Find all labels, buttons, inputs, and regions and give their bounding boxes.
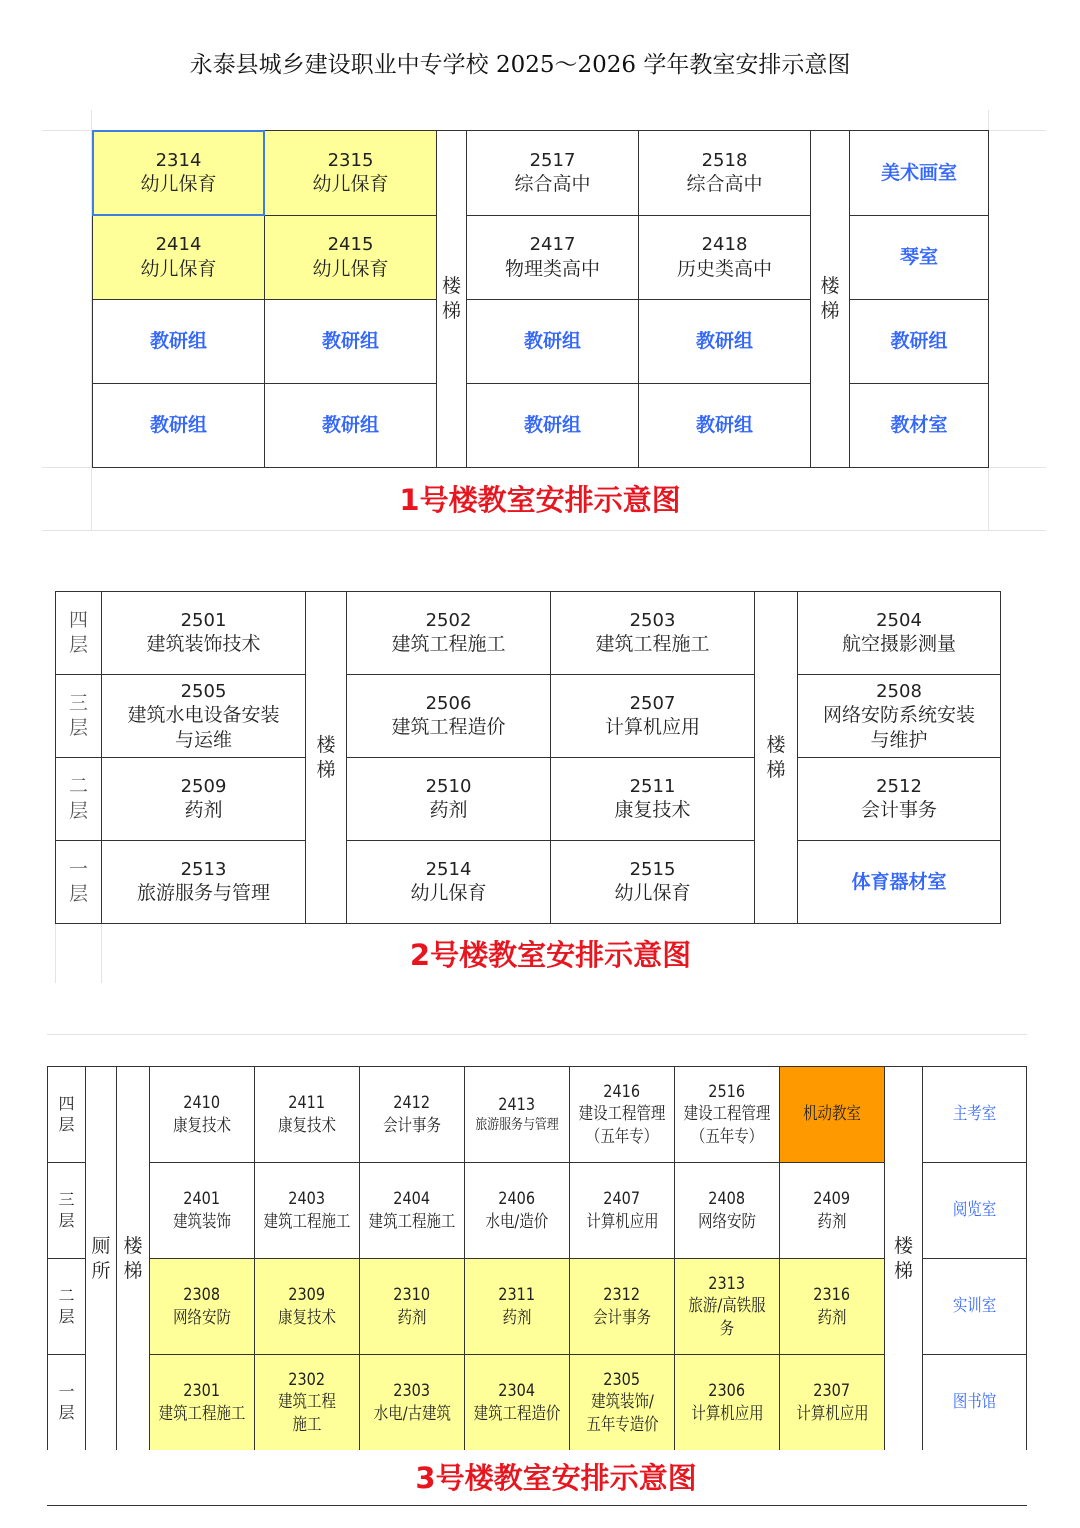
- room-name: 幼儿保育: [614, 882, 691, 905]
- room-name: 网络安防: [698, 1211, 756, 1232]
- building2-title: 2号楼教室安排示意图: [409, 938, 692, 972]
- classroom-cell[interactable]: [797, 840, 1001, 924]
- stairs: [754, 591, 798, 924]
- floor-label-text: 三层: [58, 1189, 75, 1230]
- floor-label: [47, 1258, 86, 1355]
- room-name: 教研组: [695, 414, 753, 437]
- classroom-cell[interactable]: [569, 1354, 675, 1451]
- room-name: 旅游/高铁服务: [688, 1296, 766, 1339]
- building3-title: 3号楼教室安排示意图: [415, 1461, 697, 1495]
- room-name: 航空摄影测量: [841, 633, 956, 656]
- room-number: 2310: [393, 1285, 431, 1306]
- room-name: 网络安防: [173, 1307, 231, 1328]
- room-number: 2313: [708, 1274, 746, 1295]
- room-name: 建筑工程施工: [595, 633, 710, 656]
- room-name: 教研组: [523, 414, 581, 437]
- room-name: 综合高中: [686, 173, 763, 196]
- room-name: 计算机应用: [690, 1403, 764, 1424]
- classroom-cell[interactable]: [569, 1066, 675, 1163]
- stairs-label: 楼梯: [766, 733, 786, 781]
- room-name: 计算机应用: [585, 1211, 659, 1232]
- room-name: 建筑工程施工: [368, 1211, 456, 1232]
- classroom-cell[interactable]: [264, 299, 437, 384]
- room-name: 实训室: [952, 1296, 997, 1317]
- classroom-cell[interactable]: [254, 1162, 360, 1259]
- room-name: 教研组: [321, 414, 379, 437]
- classroom-cell[interactable]: [797, 757, 1001, 841]
- room-number: 2514: [425, 858, 472, 880]
- room-name: 幼儿保育: [140, 173, 217, 196]
- classroom-cell[interactable]: [101, 591, 306, 675]
- room-name: 建筑水电设备安装 与运维: [127, 704, 280, 751]
- classroom-cell[interactable]: [101, 840, 306, 924]
- classroom-cell[interactable]: [254, 1258, 360, 1355]
- room-name: 建筑工程造价: [391, 716, 506, 739]
- classroom-cell[interactable]: [550, 840, 755, 924]
- classroom-cell[interactable]: [849, 299, 989, 384]
- room-number: 2309: [288, 1285, 326, 1306]
- floor-label-text: 四层: [69, 609, 89, 656]
- room-number: 2409: [813, 1189, 851, 1210]
- classroom-cell[interactable]: [464, 1162, 570, 1259]
- room-number: 2407: [603, 1189, 641, 1210]
- classroom-cell[interactable]: [359, 1066, 465, 1163]
- toilet-label: 厕所: [91, 1234, 111, 1282]
- room-name: 教研组: [149, 330, 207, 353]
- room-name: 药剂: [502, 1307, 532, 1328]
- room-number: 2406: [498, 1189, 536, 1210]
- stairs: [436, 130, 467, 468]
- classroom-cell[interactable]: [264, 215, 437, 300]
- classroom-cell[interactable]: [674, 1066, 780, 1163]
- room-name: 药剂: [184, 799, 223, 822]
- room-name: 教研组: [890, 330, 948, 353]
- classroom-cell[interactable]: [550, 674, 755, 758]
- room-number: 2517: [529, 149, 576, 171]
- room-name: 图书馆: [952, 1392, 997, 1413]
- room-name: 教材室: [890, 414, 948, 437]
- room-name: 康复技术: [614, 799, 691, 822]
- room-name: 网络安防系统安装 与维护: [822, 704, 975, 751]
- stairs: [116, 1066, 150, 1451]
- floor-label: [55, 840, 102, 924]
- classroom-cell[interactable]: [569, 1162, 675, 1259]
- room-name: 康复技术: [278, 1307, 336, 1328]
- toilet: [85, 1066, 117, 1451]
- classroom-cell[interactable]: [359, 1258, 465, 1355]
- room-number: 2516: [708, 1082, 746, 1103]
- classroom-cell[interactable]: [149, 1354, 255, 1451]
- classroom-cell[interactable]: [638, 215, 811, 300]
- room-number: 2301: [183, 1381, 221, 1402]
- room-name: 水电/造价: [485, 1211, 549, 1232]
- classroom-cell[interactable]: [466, 130, 639, 216]
- classroom-cell[interactable]: [346, 591, 551, 675]
- room-number: 2311: [498, 1285, 536, 1306]
- room-number: 2408: [708, 1189, 746, 1210]
- classroom-cell[interactable]: [849, 215, 989, 300]
- room-name: 建筑工程施工: [158, 1403, 246, 1424]
- special-room-cell[interactable]: [922, 1162, 1027, 1259]
- special-room-cell[interactable]: [922, 1258, 1027, 1355]
- classroom-cell[interactable]: [464, 1354, 570, 1451]
- room-name: 建筑工程造价: [473, 1403, 561, 1424]
- room-name: 药剂: [817, 1307, 847, 1328]
- classroom-cell[interactable]: [101, 674, 306, 758]
- classroom-cell[interactable]: [346, 840, 551, 924]
- classroom-cell[interactable]: [638, 383, 811, 468]
- classroom-cell[interactable]: [254, 1066, 360, 1163]
- classroom-cell[interactable]: [464, 1066, 570, 1163]
- room-number: 2302: [288, 1370, 326, 1391]
- classroom-cell[interactable]: [466, 215, 639, 300]
- classroom-cell[interactable]: [149, 1258, 255, 1355]
- floor-label: [47, 1162, 86, 1259]
- page-title: 永泰县城乡建设职业中专学校 2025～2026 学年教室安排示意图: [189, 52, 851, 78]
- room-name: 水电/古建筑: [373, 1403, 451, 1424]
- room-name: 教研组: [149, 414, 207, 437]
- classroom-cell[interactable]: [92, 130, 265, 216]
- gridline: [47, 1034, 1027, 1035]
- room-number: 2303: [393, 1381, 431, 1402]
- room-name: 会计事务: [383, 1115, 441, 1136]
- classroom-cell[interactable]: [779, 1258, 885, 1355]
- classroom-cell[interactable]: [101, 757, 306, 841]
- classroom-cell[interactable]: [674, 1162, 780, 1259]
- room-number: 2511: [629, 775, 676, 797]
- room-name: 琴室: [899, 246, 938, 269]
- gridline: [42, 530, 1046, 531]
- room-name: 药剂: [817, 1211, 847, 1232]
- classroom-cell[interactable]: [779, 1354, 885, 1451]
- classroom-cell[interactable]: [550, 757, 755, 841]
- room-name: 建设工程管理 （五年专）: [683, 1104, 771, 1147]
- room-name: 教研组: [321, 330, 379, 353]
- room-name: 阅览室: [952, 1200, 997, 1221]
- room-name: 旅游服务与管理: [136, 882, 270, 905]
- classroom-cell[interactable]: [92, 383, 265, 468]
- room-name: 幼儿保育: [312, 257, 389, 280]
- classroom-cell[interactable]: [254, 1354, 360, 1451]
- classroom-cell[interactable]: [779, 1066, 885, 1163]
- room-number: 2307: [813, 1381, 851, 1402]
- room-name: 建筑工程 施工: [278, 1392, 336, 1435]
- classroom-cell[interactable]: [359, 1354, 465, 1451]
- room-number: 2413: [498, 1095, 536, 1116]
- room-number: 2410: [183, 1093, 221, 1114]
- room-number: 2304: [498, 1381, 536, 1402]
- room-name: 主考室: [952, 1104, 997, 1125]
- stairs-label: 楼梯: [123, 1234, 143, 1282]
- room-number: 2505: [180, 680, 227, 702]
- room-name: 药剂: [429, 799, 468, 822]
- room-number: 2509: [180, 775, 227, 797]
- room-name: 美术画室: [880, 161, 957, 184]
- room-name: 建筑工程施工: [391, 633, 506, 656]
- building1-title: 1号楼教室安排示意图: [399, 483, 681, 517]
- classroom-cell[interactable]: [550, 591, 755, 675]
- room-number: 2415: [327, 234, 374, 256]
- classroom-cell[interactable]: [797, 674, 1001, 758]
- classroom-cell[interactable]: [466, 383, 639, 468]
- room-number: 2404: [393, 1189, 431, 1210]
- classroom-cell[interactable]: [149, 1066, 255, 1163]
- classroom-cell[interactable]: [92, 215, 265, 300]
- floor-label-text: 二层: [69, 775, 89, 822]
- room-number: 2417: [529, 234, 576, 256]
- room-number: 2416: [603, 1082, 641, 1103]
- room-number: 2411: [288, 1093, 326, 1114]
- room-number: 2414: [155, 234, 202, 256]
- room-name: 计算机应用: [795, 1403, 869, 1424]
- floor-label: [55, 674, 102, 758]
- room-name: 建筑装饰: [173, 1211, 231, 1232]
- floor-label: [47, 1354, 86, 1451]
- room-number: 2306: [708, 1381, 746, 1402]
- classroom-cell[interactable]: [797, 591, 1001, 675]
- room-name: 旅游服务与管理: [475, 1117, 559, 1134]
- room-name: 历史类高中: [676, 257, 772, 280]
- room-name: 体育器材室: [851, 870, 947, 893]
- classroom-cell[interactable]: [264, 383, 437, 468]
- classroom-cell[interactable]: [466, 299, 639, 384]
- room-name: 会计事务: [860, 799, 937, 822]
- stairs-label: 楼梯: [820, 275, 840, 322]
- room-number: 2315: [327, 149, 374, 171]
- room-name: 建设工程管理 （五年专）: [578, 1104, 666, 1147]
- room-name: 会计事务: [593, 1307, 651, 1328]
- room-number: 2401: [183, 1189, 221, 1210]
- classroom-cell[interactable]: [638, 299, 811, 384]
- room-number: 2305: [603, 1370, 641, 1391]
- floor-label-text: 三层: [69, 692, 89, 739]
- classroom-cell[interactable]: [92, 299, 265, 384]
- gridline: [55, 923, 56, 983]
- room-number: 2501: [180, 609, 227, 631]
- floor-label-text: 四层: [58, 1093, 75, 1134]
- room-name: 物理类高中: [504, 257, 600, 280]
- room-number: 2508: [876, 680, 922, 702]
- special-room-cell[interactable]: [922, 1354, 1027, 1451]
- room-number: 2503: [629, 609, 676, 631]
- special-room-cell[interactable]: [922, 1066, 1027, 1163]
- stairs-label: 楼梯: [442, 275, 462, 322]
- room-number: 2312: [603, 1285, 641, 1306]
- room-name: 综合高中: [514, 173, 591, 196]
- floor-label: [47, 1066, 86, 1163]
- stairs: [305, 591, 347, 924]
- classroom-cell[interactable]: [638, 130, 811, 216]
- classroom-cell[interactable]: [849, 130, 989, 216]
- room-number: 2502: [425, 609, 472, 631]
- room-name: 幼儿保育: [312, 173, 389, 196]
- classroom-cell[interactable]: [569, 1258, 675, 1355]
- classroom-cell[interactable]: [779, 1162, 885, 1259]
- room-number: 2403: [288, 1189, 326, 1210]
- room-number: 2418: [701, 234, 748, 256]
- room-name: 药剂: [397, 1307, 427, 1328]
- classroom-cell[interactable]: [464, 1258, 570, 1355]
- room-name: 建筑装饰/ 五年专造价: [585, 1392, 659, 1435]
- room-number: 2504: [876, 609, 922, 631]
- stairs: [884, 1066, 923, 1451]
- classroom-cell[interactable]: [674, 1354, 780, 1451]
- room-name: 幼儿保育: [410, 882, 487, 905]
- room-name: 建筑装饰技术: [146, 633, 261, 656]
- room-number: 2507: [629, 692, 676, 714]
- room-name: 机动教室: [803, 1104, 861, 1125]
- room-number: 2513: [180, 858, 227, 880]
- floor-label: [55, 757, 102, 841]
- room-number: 2506: [425, 692, 472, 714]
- floor-label-text: 二层: [58, 1285, 75, 1326]
- room-number: 2412: [393, 1093, 431, 1114]
- room-name: 教研组: [695, 330, 753, 353]
- stairs: [810, 130, 850, 468]
- classroom-cell[interactable]: [849, 383, 989, 468]
- room-number: 2308: [183, 1285, 221, 1306]
- floor-label-text: 一层: [69, 858, 89, 905]
- classroom-cell[interactable]: [359, 1162, 465, 1259]
- classroom-cell[interactable]: [346, 674, 551, 758]
- room-name: 计算机应用: [604, 716, 700, 739]
- stairs-label: 楼梯: [316, 733, 336, 781]
- floor-label: [55, 591, 102, 675]
- room-number: 2314: [155, 149, 202, 171]
- stairs-label: 楼梯: [894, 1234, 914, 1282]
- classroom-cell[interactable]: [674, 1258, 780, 1355]
- classroom-cell[interactable]: [264, 130, 437, 216]
- classroom-cell[interactable]: [346, 757, 551, 841]
- room-name: 幼儿保育: [140, 257, 217, 280]
- room-number: 2316: [813, 1285, 851, 1306]
- classroom-cell[interactable]: [149, 1162, 255, 1259]
- room-number: 2512: [876, 775, 922, 797]
- room-name: 康复技术: [278, 1115, 336, 1136]
- room-number: 2515: [629, 858, 676, 880]
- room-number: 2518: [701, 149, 748, 171]
- room-name: 康复技术: [173, 1115, 231, 1136]
- room-name: 教研组: [523, 330, 581, 353]
- floor-label-text: 一层: [58, 1381, 75, 1422]
- room-name: 建筑工程施工: [263, 1211, 351, 1232]
- room-number: 2510: [425, 775, 472, 797]
